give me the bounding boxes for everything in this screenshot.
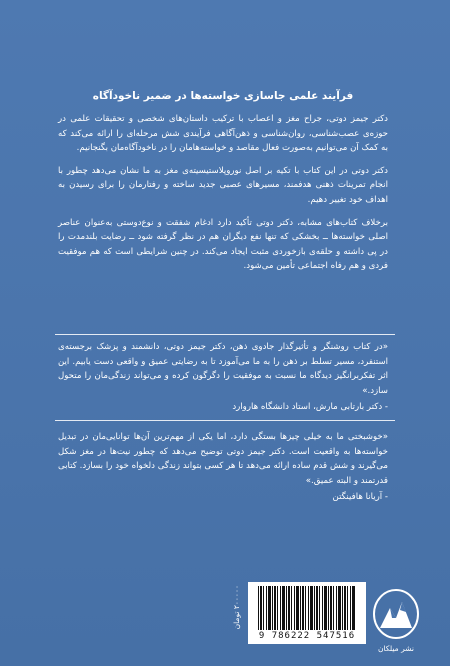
quote-attribution: - آریانا هافینگتن [332, 492, 388, 503]
barcode-number: 9 786222 547516 [258, 631, 356, 641]
quote-text: «خوشبختی ما به خیلی چیزها بستگی دارد، اما یکی از مهم‌ترین آن‌ها توانایی‌مان در تبدیل خواسته‌ها به واقعیت است. دکتر جیمز دوتی توضیح می‌دهد که چطور نیت‌ها در مغز شکل می‌گیرند و شش قدم ساده ارائه می‌دهد تا هر کسی بتواند زندگی دلخواه خود را بسازد. کتابی قدرتمند و البته عمیق.» [58, 432, 388, 486]
divider [55, 334, 395, 335]
blurb-title: فرآیند علمی جاسازی خواسته‌ها در ضمیر ناخودآگاه [92, 90, 354, 102]
barcode-bars [258, 586, 356, 630]
quote-text: «در کتاب روشنگر و تأثیرگذار جادوی ذهن، دکتر جیمز دوتی، دانشمند و پزشک برجسته‌ی استنفرد، مسیر تسلط بر ذهن را به ما می‌آموزد تا به رضایتی عمیق و واقعی دست یابیم. این اثر تفکربرانگیز دیدگاه ما نسبت به موفقیت را دگرگون کرده و می‌تواند زندگی‌مان را متحول سازد.» [58, 342, 388, 396]
quote-attribution: - دکتر بارتابی مارش، استاد دانشگاه هاروارد [232, 402, 388, 413]
price-label: ۲۰۰۰۰۰ تومان [232, 585, 241, 630]
blurb-paragraph-1: دکتر جیمز دوتی، جراح مغز و اعصاب با ترکیب داستان‌های شخصی و تحقیقات علمی در حوزه‌ی عصب‌شناسی، روان‌شناسی و ذهن‌آگاهی فرآیندی شش مرحله‌ای را ارائه می‌کند که به کمک آن می‌توانیم به‌صورت فعال مقاصد و خواسته‌هامان را در ناخودآگاه‌مان بگنجانیم. [58, 114, 388, 154]
blurb-section [58, 88, 388, 282]
blurb-paragraph-3: برخلاف کتاب‌های مشابه، دکتر دوتی تأکید دارد ادغام شفقت و نوع‌دوستی به‌عنوان عناصر اصلی خواسته‌ها ــ بخشکی که تنها نفع دیگران هم در نظر گرفته شود ــ رضایت بلندمدت را در پی داشته و حلقه‌ی بازخوردی مثبت ایجاد می‌کند. در چنین شرایطی است که هم موفقیت فردی و هم رفاه اجتماعی تأمین می‌شود. [58, 217, 388, 272]
isbn-barcode [248, 582, 366, 644]
blurb-paragraph-2: دکتر دوتی در این کتاب با تکیه بر اصل نوروپلاستیسیته‌ی مغز به ما نشان می‌دهد چطور با انجام تمرینات ذهنی هدفمند، مسیرهای عصبی جدید ساخته و رفتارمان را برای رسیدن به اهداف خود تغییر دهیم. [58, 165, 388, 205]
review-quote-1 [58, 340, 388, 415]
publisher-logo-icon [372, 588, 420, 640]
publisher-name: نشر میلکان [378, 644, 414, 653]
review-quote-2 [58, 430, 388, 505]
divider [55, 420, 395, 421]
